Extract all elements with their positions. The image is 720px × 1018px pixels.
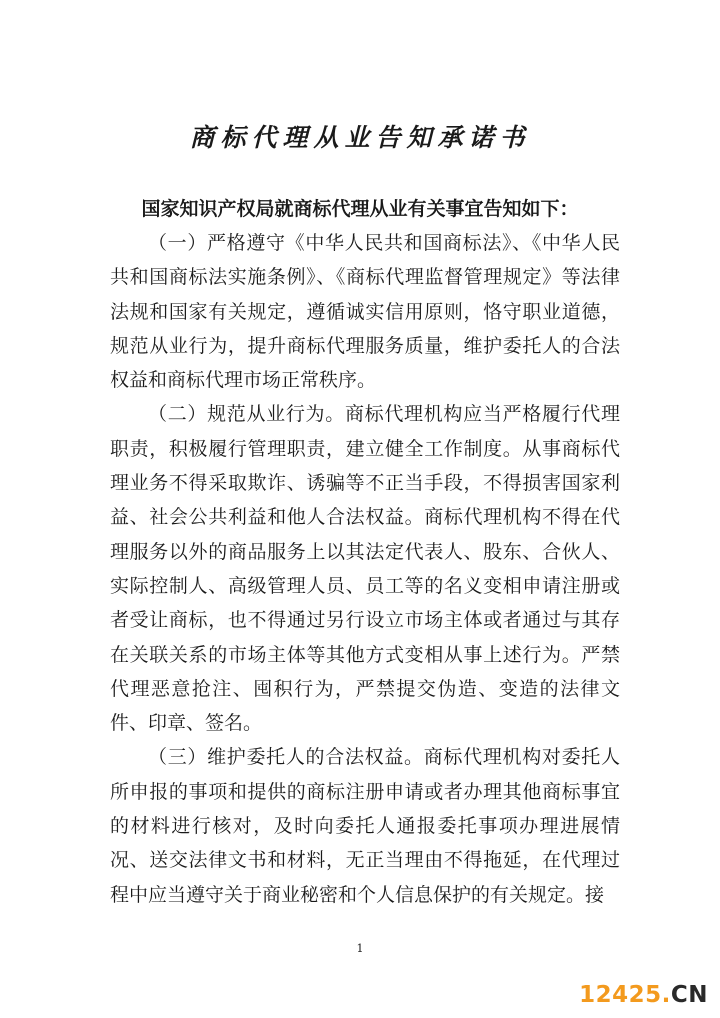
paragraph-1: （一）严格遵守《中华人民共和国商标法》、《中华人民共和国商标法实施条例》、《商标代理监督管理规定》等法律法规和国家有关规定，遵循诚实信用原则，恪守职业道德，规范从业行为，提升商标代理服务质量，维护委托人的合法权益和商标代理市场正常秩序。 xyxy=(110,232,620,392)
site-watermark xyxy=(579,981,708,1009)
document-body xyxy=(110,226,620,912)
page-number: 1 xyxy=(356,942,364,955)
paragraph-3: （三）维护委托人的合法权益。商标代理机构对委托人所申报的事项和提供的商标注册申请或者办理其他商标事宜的材料进行核对，及时向委托人通报委托事项办理进展情况、送交法律文书和材料，无正当理由不得拖延，在代理过程中应当遵守关于商业秘密和个人信息保护的有关规定。接 xyxy=(110,746,620,906)
watermark-number: 12425 xyxy=(579,982,662,1008)
document-subheading: 国家知识产权局就商标代理从业有关事宜告知如下： xyxy=(141,198,579,220)
watermark-dot: . xyxy=(661,982,671,1008)
document-title: 商标代理从业告知承诺书 xyxy=(189,123,531,152)
paragraph-2: （二）规范从业行为。商标代理机构应当严格履行代理职责，积极履行管理职责，建立健全工作制度。从事商标代理业务不得采取欺诈、诱骗等不正当手段，不得损害国家利益、社会公共利益和他人合法权益。商标代理机构不得在代理服务以外的商品服务上以其法定代表人、股东、合伙人、实际控制人、高级管理人员、员工等的名义变相申请注册或者受让商标，也不得通过另行设立市场主体或者通过与其存在关联关系的市场主体等其他方式变相从事上述行为。严禁代理恶意抢注、囤积行为，严禁提交伪造、变造的法律文件、印章、签名。 xyxy=(110,403,620,735)
watermark-suffix: CN xyxy=(670,982,708,1008)
